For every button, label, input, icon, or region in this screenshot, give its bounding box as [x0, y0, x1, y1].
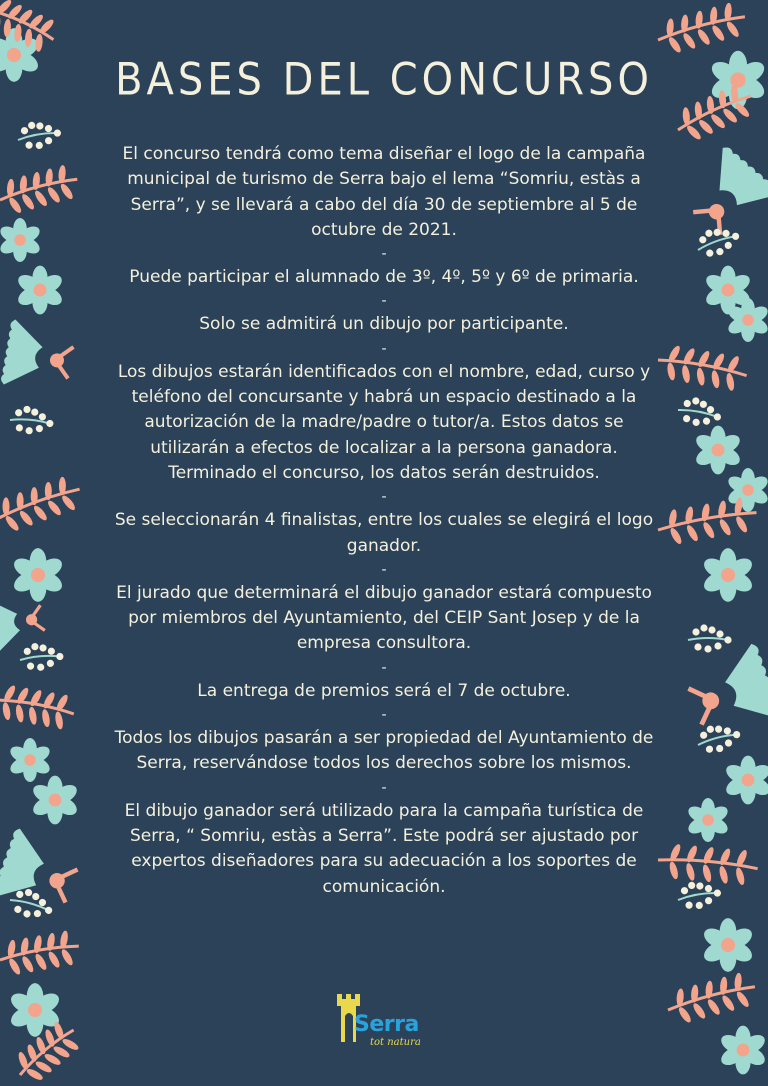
rule-paragraph: Todos los dibujos pasarán a ser propiedad del Ayuntamiento de Serra, reservándose todos los derechos sobre los mismos. — [114, 728, 654, 774]
rule-paragraph: Los dibujos estarán identificados con el nombre, edad, curso y teléfono del concursante y habrá un espacio destinado a la autorización de la madre/padre o tutor/a. Estos datos se utilizarán a efectos de localizar a la persona ganadora. Terminado el concurso, los datos serán destruidos. — [117, 361, 651, 483]
separator: - — [381, 489, 387, 506]
flower-icon — [0, 218, 42, 262]
flower-icon — [693, 426, 743, 475]
flower-icon — [701, 548, 756, 602]
rule-paragraph: El dibujo ganador será utilizado para la campaña turística de Serra, “ Somriu, estàs a Serra”. Este podrá ser ajustado por expertos diseñadores para su adecuación a los soportes de comunicación. — [124, 800, 644, 897]
flower-icon — [718, 1026, 768, 1075]
fern-icon — [0, 161, 82, 218]
berry-sprig-icon — [688, 624, 732, 652]
flower-icon — [723, 756, 768, 805]
rules-list — [110, 142, 658, 900]
separator: - — [381, 707, 387, 724]
fern-icon — [0, 928, 82, 979]
flower-icon — [11, 548, 66, 602]
berry-sprig-icon — [19, 641, 65, 673]
fern-icon — [653, 0, 750, 58]
fan-flower-icon — [0, 827, 84, 920]
separator: - — [381, 293, 387, 310]
flower-icon — [8, 738, 53, 782]
rule-paragraph: Puede participar el alumnado de 3º, 4º, 5º y 6º de primaria. — [129, 267, 639, 288]
rule-paragraph: El concurso tendrá como tema diseñar el logo de la campaña municipal de turismo de Serra bajo el lema “Somriu, estàs a Serra”, y se llevará a cabo del día 30 de septiembre al 5 de octubre de 2021. — [122, 144, 646, 240]
fan-flower-icon — [0, 319, 76, 395]
fern-icon — [0, 472, 86, 538]
fern-icon — [656, 841, 759, 887]
floral-border-left — [0, 0, 115, 1086]
page-title: BASES DEL CONCURSO — [115, 54, 653, 106]
serra-logo — [332, 990, 442, 1054]
rule-paragraph: El jurado que determinará el dibujo ganador estará compuesto por miembros del Ayuntamiento, del CEIP Sant Josep y de la empresa consultora. — [116, 582, 652, 654]
logo-name: Serra — [354, 1012, 419, 1037]
flower-icon — [701, 918, 756, 972]
fern-icon — [663, 969, 760, 1028]
berry-sprig-icon — [676, 395, 724, 430]
flower-icon — [726, 468, 768, 512]
fern-icon — [0, 682, 77, 733]
separator: - — [381, 659, 387, 676]
separator: - — [381, 246, 387, 263]
flower-icon — [15, 266, 65, 315]
berry-sprig-icon — [15, 117, 63, 152]
separator: - — [381, 340, 387, 357]
fern-icon — [655, 342, 750, 394]
rule-paragraph: Solo se admitirá un dibujo por participante. — [199, 314, 569, 335]
flower-icon — [30, 776, 80, 825]
main-content — [110, 0, 658, 900]
rule-paragraph: Se seleccionarán 4 finalistas, entre los cuales se elegirá el logo ganador. — [114, 510, 654, 556]
berry-sprig-icon — [675, 877, 723, 912]
flower-icon — [686, 798, 731, 842]
rule-paragraph: La entrega de premios será el 7 de octubre. — [197, 680, 571, 701]
separator: - — [381, 561, 387, 578]
berry-sprig-icon — [9, 404, 55, 436]
flower-icon — [8, 983, 63, 1037]
logo-tagline: tot natura — [370, 1037, 421, 1048]
separator: - — [381, 779, 387, 796]
